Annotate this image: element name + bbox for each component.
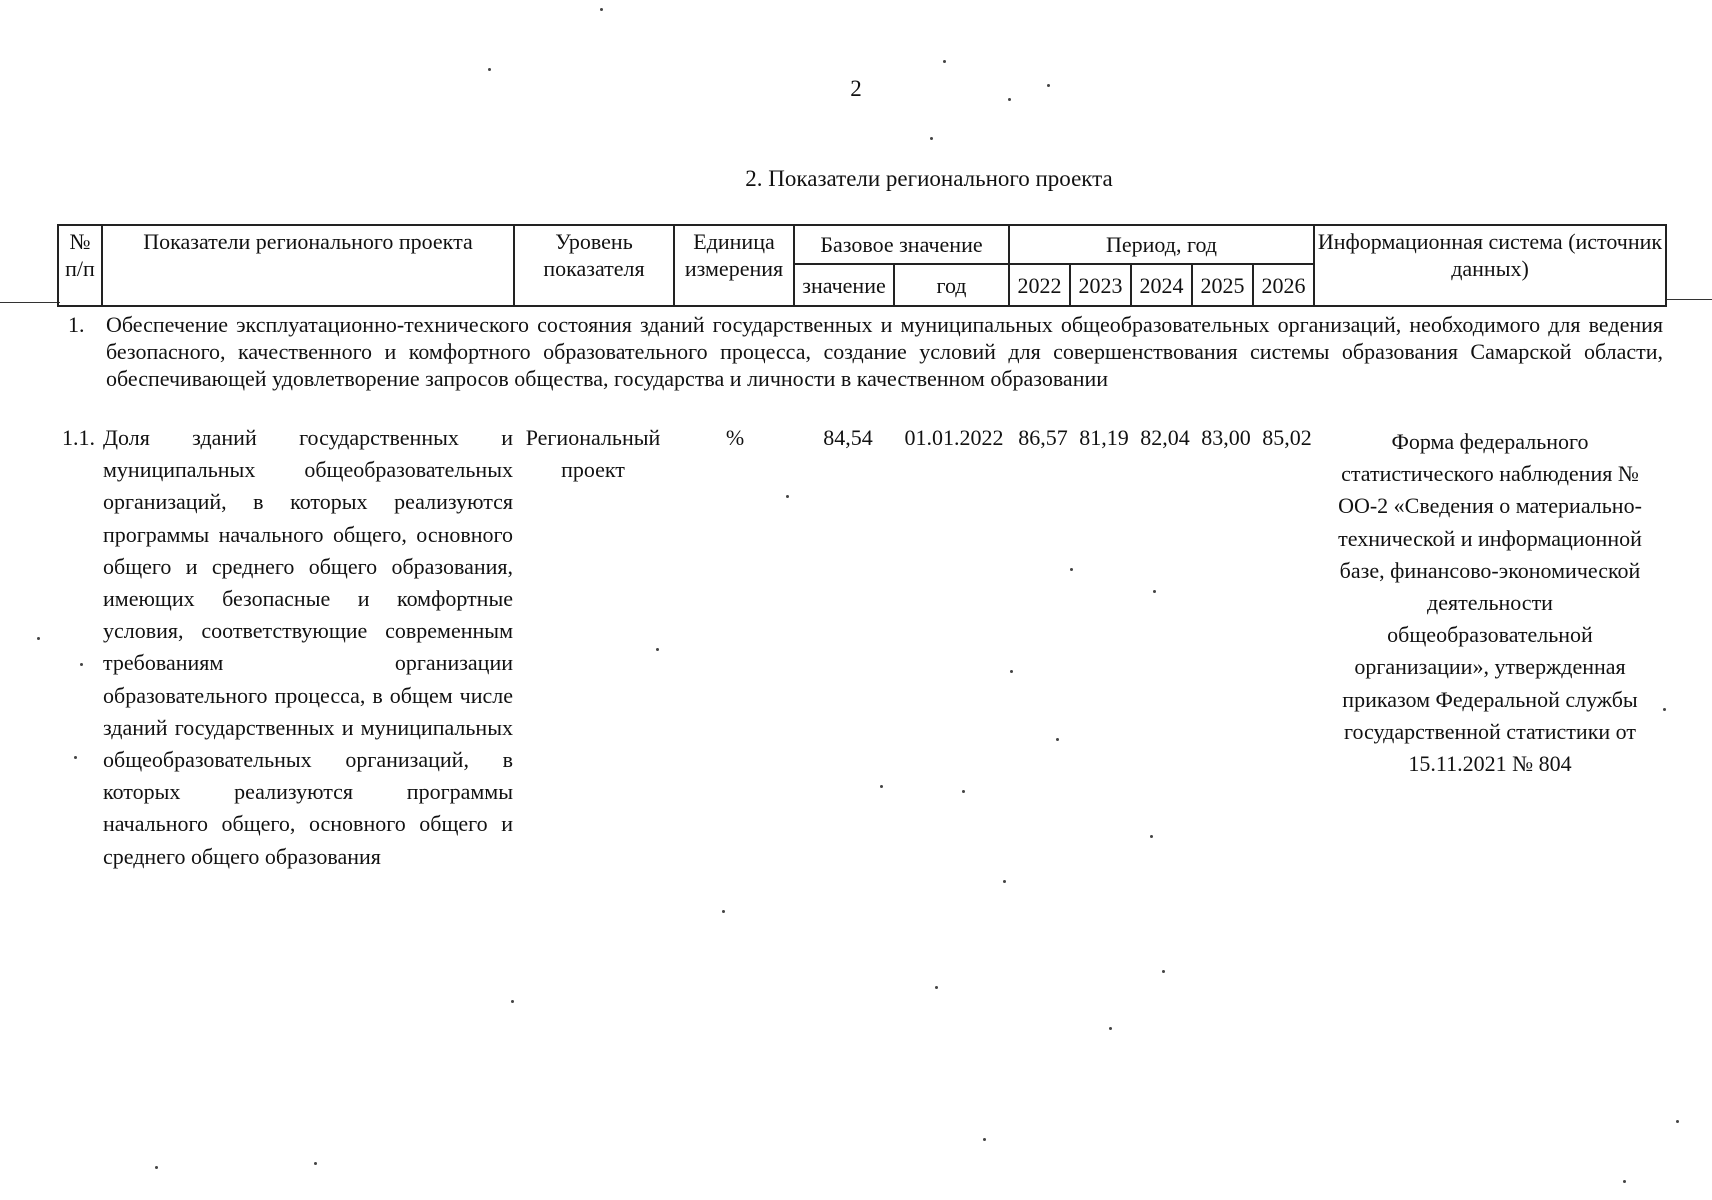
scan-speck	[155, 1166, 158, 1169]
scan-speck	[930, 137, 933, 140]
header-level: Уровень показателя	[514, 225, 674, 306]
scan-speck	[1008, 98, 1011, 101]
scan-speck	[722, 910, 725, 913]
row-value-2026: 85,02	[1262, 425, 1312, 450]
header-year: 2023	[1070, 264, 1131, 306]
row-unit: %	[725, 425, 745, 450]
row-base-year: 01.01.2022	[904, 425, 1004, 450]
indicators-table-header	[57, 224, 1667, 307]
scan-speck	[1003, 880, 1006, 883]
row-value-2025: 83,00	[1201, 425, 1251, 450]
scan-speck	[943, 60, 946, 63]
scan-speck	[1056, 738, 1059, 741]
header-year: 2026	[1253, 264, 1314, 306]
scan-speck	[511, 1000, 514, 1003]
header-info-system: Информационная система (источник данных)	[1314, 225, 1666, 306]
scan-speck	[37, 637, 40, 640]
scan-speck	[600, 8, 603, 11]
row-indicator: Доля зданий государственных и муниципальных общеобразовательных организаций, в которых реализуются программы начального общего, основного общего и среднего общего образования, имеющих безопасные и комфортные условия, соответствующие современным требованиям организации образовательного процесса, в общем числе зданий государственных и муниципальных общеобразовательных организаций, в которых реализуются программы начального общего, основного общего и среднего общего образования	[103, 425, 513, 869]
goal-text: Обеспечение эксплуатационно-технического состояния зданий государственных и муниципальных общеобразовательных организаций, необходимого для ведения безопасного, качественного и комфортного образовательного процесса, создание условий для совершенствования системы образования Самарской области, обеспечивающей удовлетворение запросов общества, государства и личности в качественном образовании	[106, 312, 1663, 391]
header-unit: Единица измерения	[674, 225, 794, 306]
row-base-value: 84,54	[823, 425, 873, 450]
section-title: 2. Показатели регионального проекта	[745, 166, 1113, 191]
scan-line-right	[1665, 299, 1712, 300]
scan-speck	[1070, 568, 1073, 571]
row-source: Форма федерального статистического наблюдения № ОО-2 «Сведения о материально-технической и информационной базе, финансово-экономической деятельности общеобразовательной организации», утвержденная приказом Федеральной службы государственной статистики от 15.11.2021 № 804	[1338, 429, 1642, 777]
scan-speck	[935, 986, 938, 989]
header-base-year-sub: год	[894, 264, 1009, 306]
scan-speck	[1153, 590, 1156, 593]
header-year: 2024	[1131, 264, 1192, 306]
scan-speck	[314, 1162, 317, 1165]
row-number: 1.1.	[62, 425, 95, 450]
scan-speck	[80, 663, 83, 666]
scan-speck	[786, 495, 789, 498]
header-num: № п/п	[58, 225, 102, 306]
scan-speck	[1109, 1027, 1112, 1030]
scan-speck	[962, 790, 965, 793]
scan-speck	[74, 756, 77, 759]
scan-speck	[1150, 835, 1153, 838]
scan-speck	[880, 785, 883, 788]
row-value-2023: 81,19	[1079, 425, 1129, 450]
row-level: Региональный проект	[525, 425, 661, 483]
header-base-value-sub: значение	[794, 264, 894, 306]
row-value-2022: 86,57	[1018, 425, 1068, 450]
scan-speck	[1010, 670, 1013, 673]
row-value-2024: 82,04	[1140, 425, 1190, 450]
scan-speck	[488, 68, 491, 71]
header-year: 2025	[1192, 264, 1253, 306]
goal-number: 1.	[68, 312, 85, 337]
scan-speck	[983, 1138, 986, 1141]
scan-speck	[656, 648, 659, 651]
scan-speck	[1162, 970, 1165, 973]
page-number: 2	[850, 76, 862, 101]
scan-speck	[1663, 708, 1666, 711]
header-period: Период, год	[1009, 225, 1314, 264]
scan-speck	[1676, 1120, 1679, 1123]
scan-speck	[1047, 84, 1050, 87]
scan-speck	[1623, 1180, 1626, 1183]
header-base-value: Базовое значение	[794, 225, 1009, 264]
header-indicator: Показатели регионального проекта	[102, 225, 514, 306]
header-year: 2022	[1009, 264, 1070, 306]
scan-line-left	[0, 302, 60, 303]
goal-row	[68, 311, 1663, 392]
